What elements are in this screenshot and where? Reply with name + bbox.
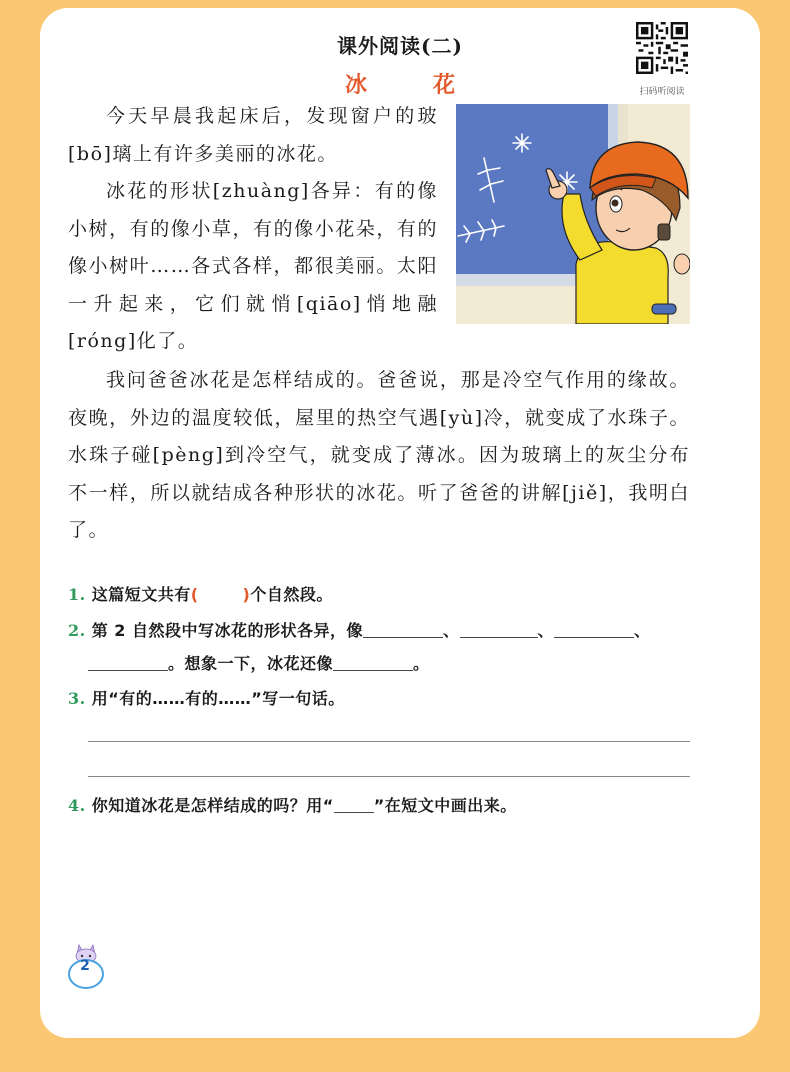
- question-text: 你知道冰花是怎样结成的吗？用“: [91, 796, 334, 815]
- paragraph-1: 今天早晨我起床后，发现窗户的玻[bō]璃上有许多美丽的冰花。: [68, 105, 438, 165]
- question-text: 这篇短文共有: [91, 585, 191, 604]
- paragraph-3: 我问爸爸冰花是怎样结成的。爸爸说，那是冷空气作用的缘故。夜晚，外边的温度较低，屋里的热空气遇[yù]冷，就变成了水珠子。水珠子碰[pèng]到冷空气，就变成了薄冰。因为玻璃上的灰尘分布不一样，所以就结成各种形状的冰花。听了爸爸的讲解[jiě]，我明白了。: [68, 369, 690, 542]
- answer-blank[interactable]: [363, 621, 443, 638]
- answer-paren-close: ): [242, 585, 251, 604]
- question-text: 用“有的……有的……”写一句话。: [91, 689, 345, 708]
- story-title: 冰 花: [344, 73, 477, 98]
- question-number: 4.: [68, 796, 86, 815]
- question-3: [68, 686, 345, 709]
- question-text: 第 2 自然段中写冰花的形状各异，像: [91, 621, 363, 640]
- separator: 、: [537, 621, 555, 640]
- answer-blank[interactable]: [460, 621, 538, 638]
- page-number: 2: [80, 958, 90, 974]
- underline-sample: [334, 796, 374, 813]
- question-number: 1.: [68, 585, 86, 604]
- answer-line[interactable]: [88, 741, 690, 742]
- question-text-end: 个自然段。: [250, 585, 333, 604]
- qr-label: 扫码听阅读: [639, 87, 685, 97]
- qr-code-icon[interactable]: [636, 22, 688, 74]
- separator: 、: [442, 621, 460, 640]
- question-2-continued: [88, 651, 430, 674]
- question-text-end: 。: [413, 654, 430, 673]
- question-text: 。想象一下，冰花还像: [168, 654, 334, 673]
- worksheet-page: [40, 8, 760, 1038]
- page-title: 课外阅读(二): [337, 34, 463, 58]
- question-2: [68, 618, 651, 641]
- question-text-end: ”在短文中画出来。: [373, 796, 517, 815]
- answer-line[interactable]: [88, 776, 690, 777]
- paragraph-2: 冰花的形状[zhuàng]各异：有的像小树，有的像小草，有的像小花朵，有的像小树叶……各式各样，都很美丽。太阳一升起来，它们就悄[qiāo]悄地融[róng]化了。: [68, 180, 438, 353]
- answer-blank[interactable]: [333, 654, 413, 671]
- question-4: [68, 793, 517, 816]
- question-number: 2.: [68, 621, 86, 640]
- separator: 、: [634, 621, 651, 640]
- question-1: [68, 582, 333, 605]
- answer-paren-open: (: [190, 585, 199, 604]
- answer-blank[interactable]: [88, 654, 168, 671]
- answer-blank[interactable]: [554, 621, 634, 638]
- question-number: 3.: [68, 689, 86, 708]
- boy-window-frost-illustration: [456, 104, 690, 324]
